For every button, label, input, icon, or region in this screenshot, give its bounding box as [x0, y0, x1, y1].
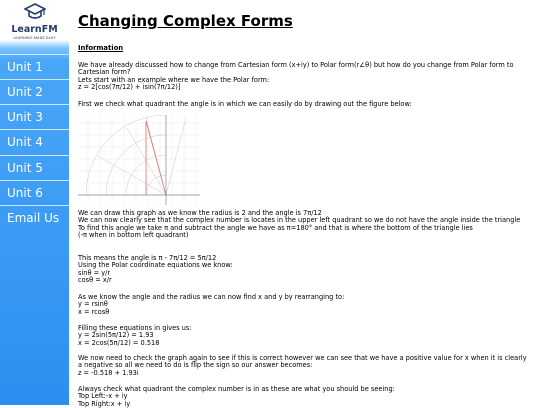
- explain-line: We can now clearly see that the complex number is locates in the upper left quadrant so we do not have the angle inside the triangle: [78, 216, 521, 225]
- angle-line: This means the angle is π - 7π/12 = 5π/12: [78, 254, 217, 262]
- explain-paragraph: [78, 210, 530, 239]
- explain-line: To find this angle we take π and subtract the angle we have as π=180° and that is where the bottom of the triangle lies: [78, 223, 473, 232]
- brand-name: LearnFM: [11, 24, 58, 35]
- fill-paragraph: [78, 325, 530, 347]
- rearrange-line: y = rsinθ: [78, 300, 108, 309]
- always-line: Always check what quadrant the complex number is in as these are what you should be seeing:: [78, 385, 395, 393]
- polar-figure: [78, 115, 200, 205]
- sidebar: [0, 0, 69, 405]
- logo[interactable]: [0, 2, 69, 46]
- check-line: z = -0.518 + 1.93i: [78, 368, 139, 377]
- angle-line: cosθ = x/r: [78, 275, 112, 284]
- quadrant-check-text: First we check what quadrant the angle is in which we can easily do by drawing out the figure below:: [78, 100, 412, 108]
- explain-line: We can draw this graph as we know the radius is 2 and the angle is 7π/12: [78, 209, 322, 217]
- fill-line: x = 2cos(5π/12) = 0.518: [78, 338, 160, 347]
- rearrange-paragraph: [78, 294, 530, 316]
- check-paragraph: [78, 355, 530, 377]
- intro-line: z = 2[cos(7π/12) + isin(7π/12)]: [78, 82, 181, 91]
- nav-item-unit-3[interactable]: Unit 3: [0, 104, 69, 128]
- explain-line: (-π when in bottom left quadrant): [78, 230, 189, 239]
- intro-line: We have already discussed how to change from Cartesian form (x+iy) to Polar form(r∠θ) but how do you change from Polar form to Cartesian form?: [78, 61, 514, 77]
- fill-line: Filling these equations in gives us:: [78, 324, 192, 332]
- rearrange-line: As we know the angle and the radius we can now find x and y by rearranging to:: [78, 293, 345, 301]
- intro-line: Lets start with an example where we have the Polar form:: [78, 75, 270, 84]
- page-title: Changing Complex Forms: [78, 12, 293, 30]
- rearrange-line: x = rcosθ: [78, 307, 110, 316]
- angle-line: Using the Polar coordinate equations we know:: [78, 261, 233, 270]
- brand-tagline: LEARNING MADE EASY: [13, 36, 56, 40]
- angle-paragraph: [78, 255, 530, 284]
- nav-item-unit-4[interactable]: Unit 4: [0, 129, 69, 153]
- section-heading: Information: [78, 44, 124, 52]
- intro-paragraph: [78, 62, 530, 91]
- always-line: Top Right:x + iy: [78, 399, 131, 408]
- main-content: [78, 0, 533, 408]
- nav-item-unit-6[interactable]: Unit 6: [0, 180, 69, 204]
- angle-line: sinθ = y/r: [78, 268, 111, 277]
- always-line: Top Left:-x + iy: [78, 392, 128, 401]
- fill-line: y = 2sin(5π/12) = 1.93: [78, 331, 154, 340]
- nav-item-unit-1[interactable]: Unit 1: [0, 54, 69, 78]
- check-line: We now need to check the graph again to see if this is correct however we can see that we have a positive value for x when it is clearly a negative so all we need to do is flip the sign so our answer becomes:: [78, 354, 527, 370]
- graduation-cap-icon: [24, 2, 46, 22]
- nav-item-unit-5[interactable]: Unit 5: [0, 155, 69, 179]
- nav-item-unit-2[interactable]: Unit 2: [0, 79, 69, 103]
- nav-item-email-us[interactable]: Email Us: [0, 205, 69, 229]
